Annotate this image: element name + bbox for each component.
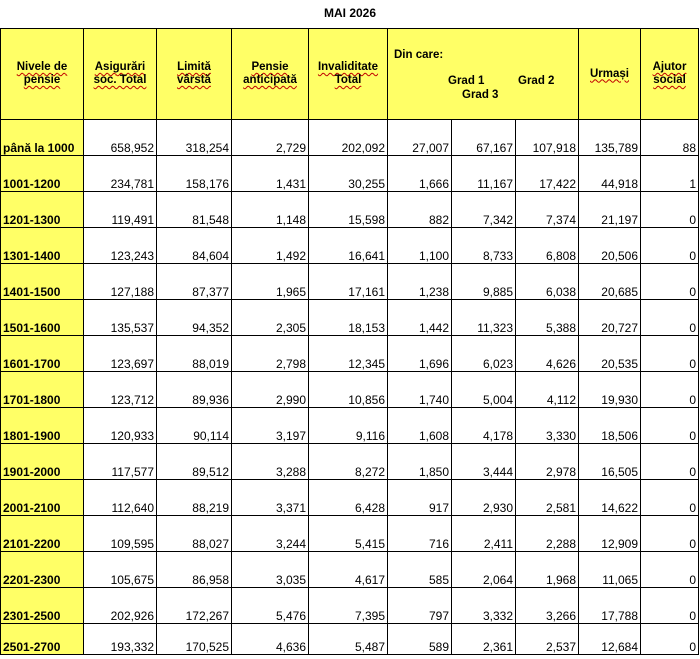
cell-limita[interactable]: 81,548 [157,192,232,228]
cell-g3[interactable]: 2,411 [452,516,516,552]
cell-g1[interactable]: 1,666 [388,156,452,192]
cell-ajutor[interactable]: 1 [641,156,699,192]
cell-g2[interactable]: 107,918 [516,120,579,156]
cell-limita[interactable]: 86,958 [157,552,232,588]
cell-ajutor[interactable]: 0 [641,228,699,264]
cell-ajutor[interactable]: 0 [641,552,699,588]
cell-g1[interactable]: 27,007 [388,120,452,156]
cell-urmasi[interactable]: 135,789 [579,120,641,156]
pension-table [0,28,699,655]
row-level-cell[interactable]: 1901-2000 [1,444,84,480]
cell-ajutor[interactable]: 0 [641,264,699,300]
cell-ajutor[interactable]: 0 [641,192,699,228]
row-level-cell[interactable]: 1501-1600 [1,300,84,336]
header-anticipata[interactable]: Pensie anticipată [232,29,309,120]
cell-g1[interactable]: 1,696 [388,336,452,372]
cell-g3[interactable]: 9,885 [452,264,516,300]
cell-antic[interactable]: 2,729 [232,120,309,156]
cell-g3[interactable]: 3,332 [452,588,516,624]
row-level-cell[interactable]: 2301-2500 [1,588,84,624]
cell-urmasi[interactable]: 20,506 [579,228,641,264]
cell-g3[interactable]: 7,342 [452,192,516,228]
cell-urmasi[interactable]: 20,535 [579,336,641,372]
cell-urmasi[interactable]: 18,506 [579,408,641,444]
cell-inval[interactable]: 5,487 [309,624,388,655]
cell-asig[interactable]: 127,188 [84,264,157,300]
cell-asig[interactable]: 202,926 [84,588,157,624]
cell-g3[interactable]: 5,004 [452,372,516,408]
cell-g1[interactable]: 585 [388,552,452,588]
cell-ajutor[interactable]: 0 [641,444,699,480]
cell-urmasi[interactable]: 20,727 [579,300,641,336]
row-level-cell[interactable]: 1801-1900 [1,408,84,444]
sheet-title: MAI 2026 [323,6,377,20]
cell-g2[interactable]: 2,288 [516,516,579,552]
table-row [1,552,699,588]
cell-g2[interactable]: 2,978 [516,444,579,480]
cell-inval[interactable]: 18,153 [309,300,388,336]
cell-inval[interactable]: 6,428 [309,480,388,516]
cell-limita[interactable]: 318,254 [157,120,232,156]
cell-asig[interactable]: 135,537 [84,300,157,336]
cell-ajutor[interactable]: 88 [641,120,699,156]
table-row [1,156,699,192]
cell-g3[interactable]: 4,178 [452,408,516,444]
cell-antic[interactable]: 4,636 [232,624,309,655]
row-level-cell[interactable]: 2101-2200 [1,516,84,552]
cell-antic[interactable]: 3,197 [232,408,309,444]
cell-urmasi[interactable]: 44,918 [579,156,641,192]
cell-urmasi[interactable]: 14,622 [579,480,641,516]
table-row [1,192,699,228]
cell-inval[interactable]: 30,255 [309,156,388,192]
row-level-cell[interactable]: 1001-1200 [1,156,84,192]
cell-g2[interactable]: 2,581 [516,480,579,516]
cell-g2[interactable]: 2,537 [516,624,579,655]
cell-inval[interactable]: 16,641 [309,228,388,264]
cell-antic[interactable]: 3,244 [232,516,309,552]
cell-g1[interactable]: 589 [388,624,452,655]
cell-urmasi[interactable]: 12,684 [579,624,641,655]
cell-g1[interactable]: 1,100 [388,228,452,264]
cell-g3[interactable]: 2,930 [452,480,516,516]
row-level-cell[interactable]: 2501-2700 [1,624,84,655]
cell-antic[interactable]: 2,305 [232,300,309,336]
cell-limita[interactable]: 90,114 [157,408,232,444]
cell-asig[interactable]: 123,712 [84,372,157,408]
cell-limita[interactable]: 170,525 [157,624,232,655]
table-row [1,588,699,624]
cell-limita[interactable]: 88,019 [157,336,232,372]
din-care-label: Din care: [394,49,444,61]
cell-limita[interactable]: 89,936 [157,372,232,408]
cell-inval[interactable]: 9,116 [309,408,388,444]
cell-inval[interactable]: 10,856 [309,372,388,408]
cell-urmasi[interactable]: 17,788 [579,588,641,624]
table-row [1,336,699,372]
header-invaliditate[interactable]: Invaliditate Total [309,29,388,120]
row-level-cell[interactable]: până la 1000 [1,120,84,156]
table-row [1,480,699,516]
cell-g1[interactable]: 1,442 [388,300,452,336]
row-level-cell[interactable]: 2201-2300 [1,552,84,588]
cell-antic[interactable]: 3,035 [232,552,309,588]
cell-g1[interactable]: 1,238 [388,264,452,300]
cell-limita[interactable]: 84,604 [157,228,232,264]
cell-inval[interactable]: 17,161 [309,264,388,300]
table-row [1,624,699,655]
header-nivele[interactable]: Nivele de pensie [1,29,84,120]
table-row [1,516,699,552]
header-ajutor[interactable]: Ajutor social [641,29,699,120]
cell-asig[interactable]: 234,781 [84,156,157,192]
cell-antic[interactable]: 5,476 [232,588,309,624]
cell-ajutor[interactable]: 0 [641,624,699,655]
cell-ajutor[interactable]: 0 [641,372,699,408]
cell-g1[interactable]: 882 [388,192,452,228]
cell-urmasi[interactable]: 20,685 [579,264,641,300]
cell-g2[interactable]: 4,626 [516,336,579,372]
cell-g2[interactable]: 3,266 [516,588,579,624]
cell-antic[interactable]: 1,965 [232,264,309,300]
cell-asig[interactable]: 193,332 [84,624,157,655]
row-level-cell[interactable]: 2001-2100 [1,480,84,516]
cell-g2[interactable]: 6,808 [516,228,579,264]
cell-limita[interactable]: 94,352 [157,300,232,336]
cell-inval[interactable]: 12,345 [309,336,388,372]
cell-g3[interactable]: 6,023 [452,336,516,372]
cell-g1[interactable]: 1,608 [388,408,452,444]
cell-ajutor[interactable]: 0 [641,408,699,444]
cell-ajutor[interactable]: 0 [641,300,699,336]
grad1-label: Grad 1 [448,75,485,87]
table-row [1,228,699,264]
cell-inval[interactable]: 5,415 [309,516,388,552]
cell-asig[interactable]: 109,595 [84,516,157,552]
cell-g2[interactable]: 17,422 [516,156,579,192]
cell-urmasi[interactable]: 19,930 [579,372,641,408]
cell-ajutor[interactable]: 0 [641,336,699,372]
cell-asig[interactable]: 117,577 [84,444,157,480]
header-row [1,29,699,120]
cell-ajutor[interactable]: 0 [641,588,699,624]
row-level-cell[interactable]: 1201-1300 [1,192,84,228]
cell-g2[interactable]: 1,968 [516,552,579,588]
cell-antic[interactable]: 1,431 [232,156,309,192]
row-level-cell[interactable]: 1401-1500 [1,264,84,300]
cell-g3[interactable]: 11,167 [452,156,516,192]
cell-limita[interactable]: 87,377 [157,264,232,300]
cell-g3[interactable]: 2,361 [452,624,516,655]
row-level-cell[interactable]: 1701-1800 [1,372,84,408]
cell-antic[interactable]: 2,990 [232,372,309,408]
table-row [1,120,699,156]
cell-g3[interactable]: 11,323 [452,300,516,336]
row-level-cell[interactable]: 1601-1700 [1,336,84,372]
cell-limita[interactable]: 158,176 [157,156,232,192]
cell-urmasi[interactable]: 21,197 [579,192,641,228]
cell-asig[interactable]: 112,640 [84,480,157,516]
header-asigurari[interactable]: Asigurări soc. Total [84,29,157,120]
cell-g2[interactable]: 7,374 [516,192,579,228]
cell-asig[interactable]: 119,491 [84,192,157,228]
table-row [1,444,699,480]
cell-limita[interactable]: 172,267 [157,588,232,624]
grad3-label: Grad 3 [462,89,499,101]
cell-ajutor[interactable]: 0 [641,516,699,552]
table-row [1,300,699,336]
cell-inval[interactable]: 15,598 [309,192,388,228]
cell-antic[interactable]: 3,371 [232,480,309,516]
cell-g3[interactable]: 8,733 [452,228,516,264]
header-limita[interactable]: Limită vârstă [157,29,232,120]
cell-g3[interactable]: 3,444 [452,444,516,480]
cell-g1[interactable]: 1,850 [388,444,452,480]
cell-g3[interactable]: 2,064 [452,552,516,588]
cell-g2[interactable]: 3,330 [516,408,579,444]
table-row [1,408,699,444]
cell-antic[interactable]: 1,148 [232,192,309,228]
table-row [1,264,699,300]
cell-asig[interactable]: 120,933 [84,408,157,444]
cell-inval[interactable]: 8,272 [309,444,388,480]
cell-antic[interactable]: 3,288 [232,444,309,480]
cell-limita[interactable]: 88,027 [157,516,232,552]
cell-g2[interactable]: 5,388 [516,300,579,336]
cell-g2[interactable]: 4,112 [516,372,579,408]
cell-asig[interactable]: 658,952 [84,120,157,156]
cell-urmasi[interactable]: 11,065 [579,552,641,588]
cell-antic[interactable]: 2,798 [232,336,309,372]
row-level-cell[interactable]: 1301-1400 [1,228,84,264]
cell-asig[interactable]: 123,697 [84,336,157,372]
cell-g1[interactable]: 797 [388,588,452,624]
cell-inval[interactable]: 202,092 [309,120,388,156]
cell-asig[interactable]: 123,243 [84,228,157,264]
cell-urmasi[interactable]: 16,505 [579,444,641,480]
header-urmasi[interactable]: Urmași [579,29,641,120]
cell-g1[interactable]: 716 [388,516,452,552]
cell-inval[interactable]: 4,617 [309,552,388,588]
cell-g1[interactable]: 1,740 [388,372,452,408]
cell-antic[interactable]: 1,492 [232,228,309,264]
cell-asig[interactable]: 105,675 [84,552,157,588]
cell-g1[interactable]: 917 [388,480,452,516]
cell-g3[interactable]: 67,167 [452,120,516,156]
grad2-label: Grad 2 [518,75,555,87]
cell-inval[interactable]: 7,395 [309,588,388,624]
table-row [1,372,699,408]
cell-g2[interactable]: 6,038 [516,264,579,300]
cell-limita[interactable]: 88,219 [157,480,232,516]
header-din-care[interactable] [388,29,579,120]
cell-limita[interactable]: 89,512 [157,444,232,480]
cell-urmasi[interactable]: 12,909 [579,516,641,552]
cell-ajutor[interactable]: 0 [641,480,699,516]
